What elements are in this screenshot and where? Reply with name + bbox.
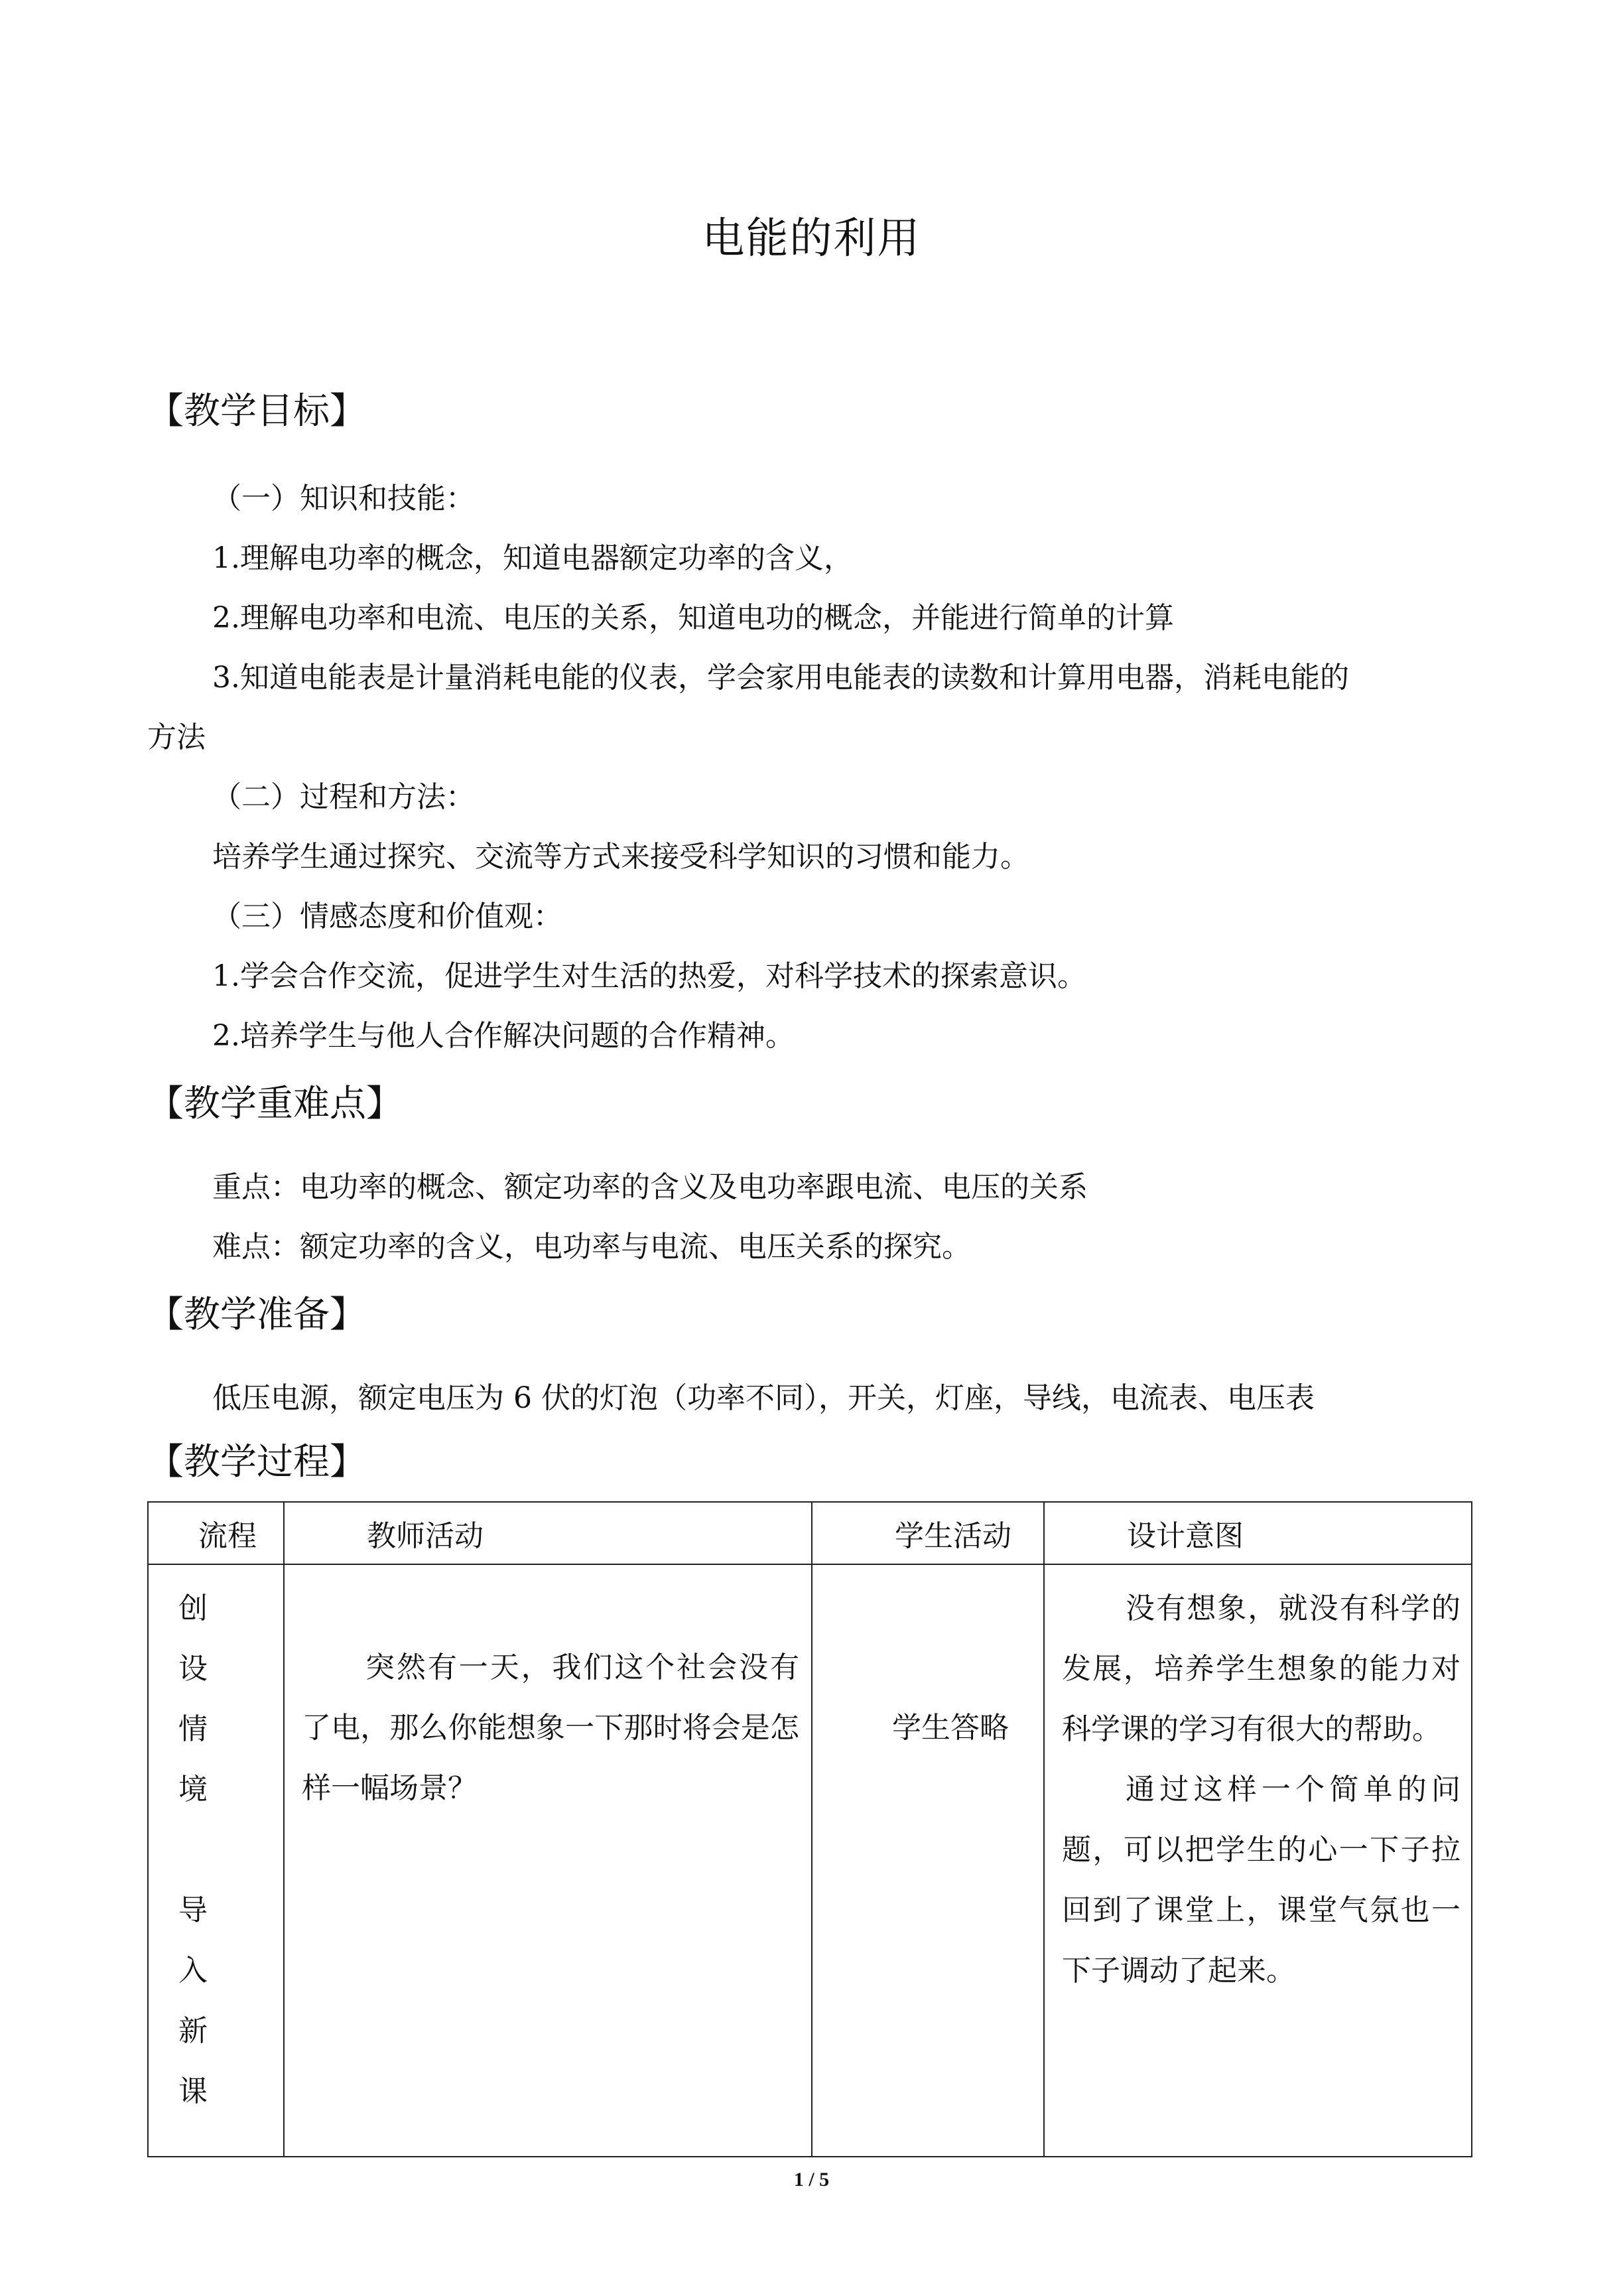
design-intent-text-2: 通过这样一个简单的问题，可以把学生的心一下子拉回到了课堂上，课堂气氛也一下子调动了起来。 [1062,1773,1461,1988]
subheading-attitude: （三）情感态度和价值观： [212,900,562,933]
preparation-text: 低压电源，额定电压为 6 伏的灯泡（功率不同），开关，灯座，导线，电流表、电压表 [212,1381,1315,1415]
page-title: 电能的利用 [702,214,921,263]
design-intent-text-1: 没有想象，就没有科学的发展，培养学生想象的能力对科学课的学习有很大的帮助。 [1062,1591,1461,1746]
teacher-activity-cell [284,1564,812,2157]
objective-knowledge-1: 1.理解电功率的概念，知道电器额定功率的含义， [212,541,853,575]
flow-char: 新 [178,2014,208,2048]
key-point: 重点：电功率的概念、额定功率的含义及电功率跟电流、电压的关系 [212,1170,1088,1204]
subheading-process: （二）过程和方法： [212,780,475,814]
column-header-flow: 流程 [148,1502,284,1564]
design-intent-cell [1044,1564,1472,2157]
objective-attitude-2: 2.培养学生与他人合作解决问题的合作精神。 [212,1019,795,1053]
section-heading-preparation: 【教学准备】 [147,1293,367,1335]
flow-spacer [149,1820,283,1880]
student-activity-text: 学生答略 [892,1711,1009,1745]
teacher-activity-text: 突然有一天，我们这个社会没有了电，那么你能想象一下那时将会是怎样一幅场景？ [302,1651,799,1805]
flow-cell [148,1564,284,2157]
procedure-table [147,1501,1472,2157]
difficult-point: 难点：额定功率的含义，电功率与电流、电压关系的探究。 [212,1230,971,1264]
objective-knowledge-2: 2.理解电功率和电流、电压的关系，知道电功的概念，并能进行简单的计算 [212,601,1174,635]
objective-knowledge-3-cont: 方法 [147,720,206,754]
table-header-row [148,1502,1472,1564]
objective-attitude-1: 1.学会合作交流，促进学生对生活的热爱，对科学技术的探索意识。 [212,959,1086,993]
flow-char: 创 [178,1591,208,1625]
section-heading-objectives: 【教学目标】 [147,389,367,432]
section-heading-key-points: 【教学重难点】 [147,1082,403,1124]
column-header-student: 学生活动 [812,1502,1044,1564]
column-header-teacher: 教师活动 [284,1502,812,1564]
page-number: 1 / 5 [793,2169,830,2191]
student-activity-cell [812,1564,1044,2157]
flow-char: 设 [178,1652,208,1686]
subheading-knowledge: （一）知识和技能： [212,482,475,515]
flow-char: 导 [178,1893,208,1927]
objective-knowledge-3: 3.知道电能表是计量消耗电能的仪表，学会家用电能表的读数和计算用电器，消耗电能的 [212,661,1349,695]
flow-char: 情 [178,1712,208,1746]
table-row [148,1564,1472,2157]
objective-process-1: 培养学生通过探究、交流等方式来接受科学知识的习惯和能力。 [212,840,1029,874]
flow-char: 课 [178,2074,208,2108]
flow-char: 入 [178,1954,208,1988]
flow-char: 境 [178,1773,208,1806]
column-header-design: 设计意图 [1044,1502,1472,1564]
section-heading-procedure: 【教学过程】 [147,1440,367,1483]
